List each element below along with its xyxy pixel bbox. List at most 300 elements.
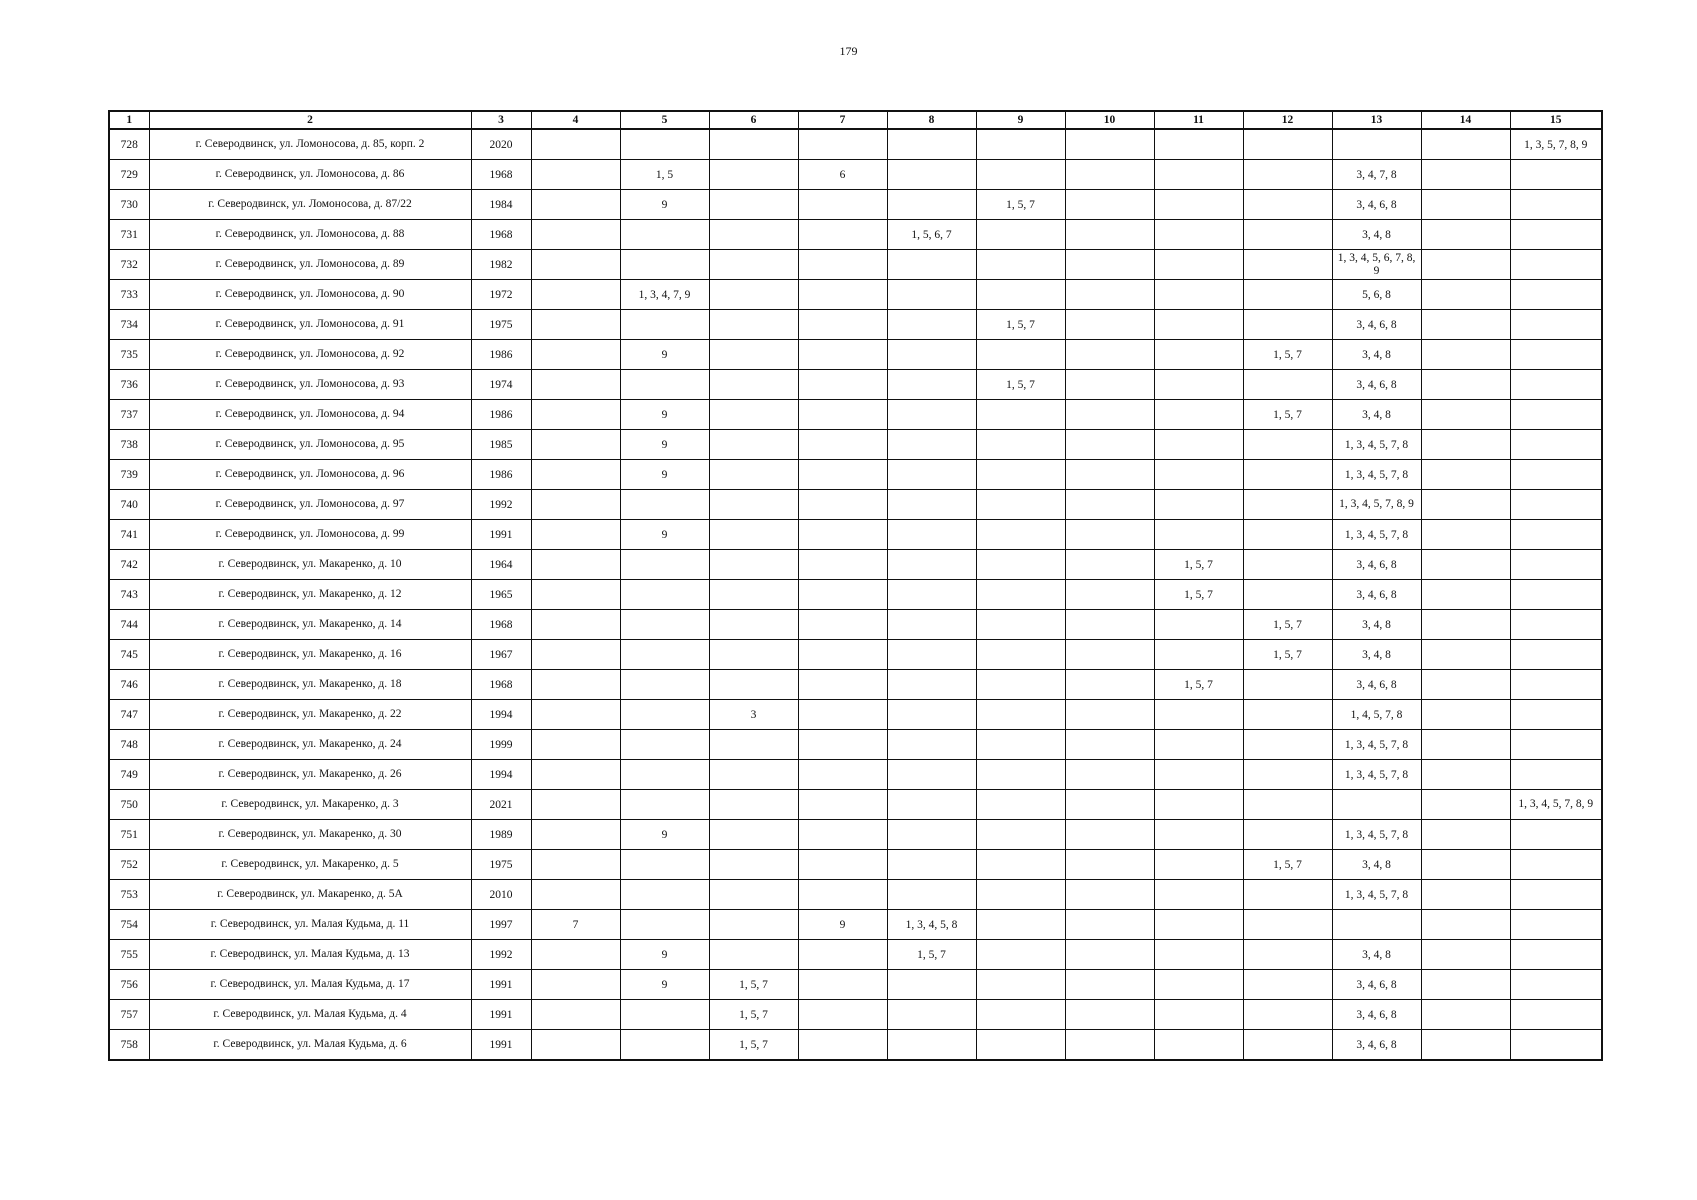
table-cell bbox=[1243, 790, 1332, 820]
table-cell bbox=[1510, 730, 1602, 760]
row-number-cell: 733 bbox=[109, 280, 149, 310]
table-cell bbox=[531, 250, 620, 280]
table-cell: 1, 5, 7 bbox=[709, 1000, 798, 1030]
address-cell: г. Северодвинск, ул. Ломоносова, д. 99 bbox=[149, 520, 471, 550]
table-cell bbox=[976, 1000, 1065, 1030]
table-cell: 3, 4, 8 bbox=[1332, 850, 1421, 880]
table-cell: 3, 4, 6, 8 bbox=[1332, 370, 1421, 400]
address-cell: г. Северодвинск, ул. Макаренко, д. 14 bbox=[149, 610, 471, 640]
table-cell bbox=[887, 280, 976, 310]
table-cell bbox=[1243, 490, 1332, 520]
table-cell bbox=[887, 129, 976, 160]
table-cell bbox=[709, 460, 798, 490]
table-cell bbox=[620, 790, 709, 820]
table-cell: 1, 5, 7 bbox=[887, 940, 976, 970]
table-cell bbox=[531, 430, 620, 460]
table-cell bbox=[1510, 430, 1602, 460]
table-cell bbox=[1243, 250, 1332, 280]
table-cell bbox=[1421, 790, 1510, 820]
row-number-cell: 739 bbox=[109, 460, 149, 490]
address-cell: г. Северодвинск, ул. Ломоносова, д. 97 bbox=[149, 490, 471, 520]
table-cell bbox=[620, 640, 709, 670]
table-cell bbox=[1243, 370, 1332, 400]
table-cell bbox=[1243, 550, 1332, 580]
table-cell bbox=[1421, 370, 1510, 400]
table-cell bbox=[1510, 820, 1602, 850]
year-cell: 1991 bbox=[471, 520, 531, 550]
table-cell bbox=[976, 940, 1065, 970]
table-cell bbox=[620, 370, 709, 400]
table-cell bbox=[1243, 1030, 1332, 1061]
table-cell bbox=[1421, 820, 1510, 850]
table-cell: 9 bbox=[620, 460, 709, 490]
table-cell bbox=[887, 430, 976, 460]
year-cell: 1986 bbox=[471, 460, 531, 490]
table-cell bbox=[1065, 610, 1154, 640]
table-cell bbox=[709, 370, 798, 400]
address-cell: г. Северодвинск, ул. Макаренко, д. 16 bbox=[149, 640, 471, 670]
year-cell: 1968 bbox=[471, 160, 531, 190]
address-cell: г. Северодвинск, ул. Малая Кудьма, д. 4 bbox=[149, 1000, 471, 1030]
year-cell: 1964 bbox=[471, 550, 531, 580]
table-cell: 1, 5, 6, 7 bbox=[887, 220, 976, 250]
table-cell bbox=[1243, 910, 1332, 940]
table-cell bbox=[709, 550, 798, 580]
row-number-cell: 731 bbox=[109, 220, 149, 250]
table-cell bbox=[798, 820, 887, 850]
table-cell bbox=[620, 129, 709, 160]
table-cell: 3, 4, 6, 8 bbox=[1332, 190, 1421, 220]
table-row bbox=[109, 190, 1602, 220]
table-row bbox=[109, 370, 1602, 400]
address-cell: г. Северодвинск, ул. Макаренко, д. 5 bbox=[149, 850, 471, 880]
table-cell bbox=[1065, 640, 1154, 670]
table-cell bbox=[1243, 220, 1332, 250]
table-cell: 9 bbox=[620, 190, 709, 220]
table-cell bbox=[1421, 970, 1510, 1000]
table-cell bbox=[1421, 910, 1510, 940]
table-cell bbox=[1154, 910, 1243, 940]
table-cell bbox=[1065, 310, 1154, 340]
table-cell bbox=[531, 760, 620, 790]
table-cell bbox=[798, 1000, 887, 1030]
table-row bbox=[109, 700, 1602, 730]
table-cell bbox=[1154, 880, 1243, 910]
table-cell bbox=[1421, 640, 1510, 670]
table-cell bbox=[1421, 730, 1510, 760]
table-cell bbox=[1154, 850, 1243, 880]
table-cell: 1, 3, 4, 7, 9 bbox=[620, 280, 709, 310]
year-cell: 1972 bbox=[471, 280, 531, 310]
address-cell: г. Северодвинск, ул. Макаренко, д. 3 bbox=[149, 790, 471, 820]
table-cell bbox=[976, 670, 1065, 700]
table-cell bbox=[620, 910, 709, 940]
table-row bbox=[109, 670, 1602, 700]
table-cell bbox=[1421, 160, 1510, 190]
table-cell bbox=[798, 430, 887, 460]
table-cell bbox=[620, 310, 709, 340]
table-row bbox=[109, 280, 1602, 310]
table-cell bbox=[1154, 160, 1243, 190]
column-header-15: 15 bbox=[1510, 111, 1602, 129]
table-cell bbox=[709, 190, 798, 220]
table-cell bbox=[976, 700, 1065, 730]
table-row bbox=[109, 820, 1602, 850]
table-cell bbox=[976, 610, 1065, 640]
address-cell: г. Северодвинск, ул. Ломоносова, д. 91 bbox=[149, 310, 471, 340]
table-cell bbox=[798, 550, 887, 580]
table-cell bbox=[1154, 820, 1243, 850]
table-cell bbox=[798, 760, 887, 790]
address-cell: г. Северодвинск, ул. Ломоносова, д. 90 bbox=[149, 280, 471, 310]
table-cell bbox=[1510, 220, 1602, 250]
table-cell bbox=[531, 129, 620, 160]
year-cell: 2020 bbox=[471, 129, 531, 160]
table-cell bbox=[887, 460, 976, 490]
table-cell bbox=[887, 250, 976, 280]
table-cell bbox=[1243, 190, 1332, 220]
address-cell: г. Северодвинск, ул. Ломоносова, д. 93 bbox=[149, 370, 471, 400]
year-cell: 1994 bbox=[471, 700, 531, 730]
table-cell bbox=[531, 220, 620, 250]
table-cell bbox=[1154, 340, 1243, 370]
table-cell bbox=[1065, 190, 1154, 220]
table-cell bbox=[1154, 640, 1243, 670]
table-cell: 3, 4, 6, 8 bbox=[1332, 310, 1421, 340]
table-cell bbox=[1065, 670, 1154, 700]
address-cell: г. Северодвинск, ул. Ломоносова, д. 89 bbox=[149, 250, 471, 280]
table-cell bbox=[620, 220, 709, 250]
column-header-3: 3 bbox=[471, 111, 531, 129]
address-cell: г. Северодвинск, ул. Макаренко, д. 30 bbox=[149, 820, 471, 850]
table-cell: 9 bbox=[620, 970, 709, 1000]
table-cell: 3, 4, 6, 8 bbox=[1332, 970, 1421, 1000]
table-cell bbox=[1421, 700, 1510, 730]
table-cell bbox=[798, 970, 887, 1000]
table-cell bbox=[709, 820, 798, 850]
table-cell bbox=[531, 310, 620, 340]
year-cell: 1991 bbox=[471, 1030, 531, 1061]
table-cell bbox=[1154, 940, 1243, 970]
table-cell: 1, 5, 7 bbox=[709, 1030, 798, 1061]
year-cell: 1968 bbox=[471, 670, 531, 700]
table-cell bbox=[1154, 400, 1243, 430]
table-cell bbox=[1065, 340, 1154, 370]
table-cell bbox=[531, 370, 620, 400]
table-cell bbox=[1154, 190, 1243, 220]
column-header-6: 6 bbox=[709, 111, 798, 129]
table-cell bbox=[1510, 760, 1602, 790]
table-cell bbox=[798, 700, 887, 730]
table-cell bbox=[1154, 790, 1243, 820]
table-row bbox=[109, 250, 1602, 280]
table-cell bbox=[976, 790, 1065, 820]
table-cell bbox=[1510, 670, 1602, 700]
table-cell bbox=[1065, 430, 1154, 460]
table-cell bbox=[798, 280, 887, 310]
table-cell bbox=[620, 610, 709, 640]
year-cell: 1975 bbox=[471, 310, 531, 340]
table-cell: 1, 5, 7 bbox=[976, 190, 1065, 220]
table-cell bbox=[1421, 1000, 1510, 1030]
table-cell: 6 bbox=[798, 160, 887, 190]
table-cell bbox=[1065, 460, 1154, 490]
table-cell bbox=[620, 670, 709, 700]
table-cell bbox=[976, 760, 1065, 790]
year-cell: 1985 bbox=[471, 430, 531, 460]
table-cell bbox=[531, 1000, 620, 1030]
table-cell bbox=[887, 520, 976, 550]
table-cell bbox=[709, 880, 798, 910]
table-cell bbox=[1065, 820, 1154, 850]
row-number-cell: 743 bbox=[109, 580, 149, 610]
table-cell bbox=[798, 730, 887, 760]
table-cell bbox=[1243, 1000, 1332, 1030]
table-cell bbox=[531, 790, 620, 820]
table-cell bbox=[887, 370, 976, 400]
year-cell: 1999 bbox=[471, 730, 531, 760]
table-cell bbox=[798, 490, 887, 520]
address-cell: г. Северодвинск, ул. Макаренко, д. 10 bbox=[149, 550, 471, 580]
table-cell bbox=[1154, 700, 1243, 730]
table-cell bbox=[709, 160, 798, 190]
table-cell bbox=[1421, 580, 1510, 610]
table-cell bbox=[1421, 250, 1510, 280]
year-cell: 1965 bbox=[471, 580, 531, 610]
table-row bbox=[109, 850, 1602, 880]
table-row bbox=[109, 340, 1602, 370]
table-cell bbox=[531, 640, 620, 670]
table-cell bbox=[1154, 460, 1243, 490]
table-cell: 1, 5, 7 bbox=[1243, 610, 1332, 640]
table-cell bbox=[709, 730, 798, 760]
table-cell bbox=[1065, 160, 1154, 190]
table-cell bbox=[1510, 940, 1602, 970]
table-cell: 1, 5, 7 bbox=[1243, 340, 1332, 370]
table-cell bbox=[976, 340, 1065, 370]
table-row bbox=[109, 400, 1602, 430]
table-cell bbox=[976, 640, 1065, 670]
table-cell: 5, 6, 8 bbox=[1332, 280, 1421, 310]
table-cell bbox=[976, 1030, 1065, 1061]
table-cell bbox=[531, 160, 620, 190]
address-cell: г. Северодвинск, ул. Макаренко, д. 12 bbox=[149, 580, 471, 610]
column-header-7: 7 bbox=[798, 111, 887, 129]
table-cell bbox=[1154, 520, 1243, 550]
table-cell bbox=[1154, 129, 1243, 160]
table-cell bbox=[798, 880, 887, 910]
table-cell bbox=[1243, 760, 1332, 790]
table-cell bbox=[1065, 790, 1154, 820]
table-cell bbox=[620, 250, 709, 280]
row-number-cell: 730 bbox=[109, 190, 149, 220]
address-cell: г. Северодвинск, ул. Ломоносова, д. 87/22 bbox=[149, 190, 471, 220]
table-cell bbox=[531, 490, 620, 520]
row-number-cell: 740 bbox=[109, 490, 149, 520]
address-cell: г. Северодвинск, ул. Ломоносова, д. 96 bbox=[149, 460, 471, 490]
table-cell bbox=[1065, 940, 1154, 970]
table-cell bbox=[1421, 460, 1510, 490]
row-number-cell: 752 bbox=[109, 850, 149, 880]
table-cell: 9 bbox=[620, 340, 709, 370]
year-cell: 2010 bbox=[471, 880, 531, 910]
row-number-cell: 732 bbox=[109, 250, 149, 280]
table-cell bbox=[1154, 730, 1243, 760]
table-cell bbox=[1154, 760, 1243, 790]
table-cell bbox=[1243, 730, 1332, 760]
table-row bbox=[109, 910, 1602, 940]
table-row bbox=[109, 460, 1602, 490]
table-cell: 3, 4, 6, 8 bbox=[1332, 1030, 1421, 1061]
row-number-cell: 735 bbox=[109, 340, 149, 370]
table-cell bbox=[1065, 129, 1154, 160]
table-cell bbox=[976, 250, 1065, 280]
table-cell bbox=[1065, 730, 1154, 760]
table-cell bbox=[531, 970, 620, 1000]
table-cell bbox=[1510, 970, 1602, 1000]
header-row bbox=[109, 111, 1602, 129]
table-cell bbox=[531, 580, 620, 610]
table-cell: 9 bbox=[620, 940, 709, 970]
table-cell bbox=[620, 1030, 709, 1061]
table-row bbox=[109, 220, 1602, 250]
table-row bbox=[109, 550, 1602, 580]
table-cell bbox=[1065, 550, 1154, 580]
table-cell bbox=[887, 490, 976, 520]
table-cell: 9 bbox=[620, 820, 709, 850]
table-cell bbox=[531, 820, 620, 850]
table-cell bbox=[1154, 970, 1243, 1000]
table-cell: 9 bbox=[620, 400, 709, 430]
column-header-8: 8 bbox=[887, 111, 976, 129]
table-cell bbox=[709, 850, 798, 880]
table-cell bbox=[709, 790, 798, 820]
table-cell bbox=[709, 640, 798, 670]
table-cell bbox=[1510, 1030, 1602, 1061]
table-cell bbox=[709, 580, 798, 610]
row-number-cell: 745 bbox=[109, 640, 149, 670]
table-cell bbox=[1510, 850, 1602, 880]
table-cell bbox=[798, 850, 887, 880]
table-row bbox=[109, 880, 1602, 910]
table-cell bbox=[976, 160, 1065, 190]
table-cell bbox=[620, 730, 709, 760]
table-cell bbox=[531, 880, 620, 910]
table-cell bbox=[1065, 220, 1154, 250]
table-cell bbox=[887, 1030, 976, 1061]
data-table bbox=[108, 110, 1603, 1061]
column-header-4: 4 bbox=[531, 111, 620, 129]
table-header bbox=[109, 111, 1602, 129]
row-number-cell: 737 bbox=[109, 400, 149, 430]
table-cell: 1, 3, 4, 5, 7, 8 bbox=[1332, 820, 1421, 850]
table-cell: 3, 4, 8 bbox=[1332, 220, 1421, 250]
table-cell bbox=[1421, 129, 1510, 160]
year-cell: 1986 bbox=[471, 400, 531, 430]
table-cell bbox=[1154, 280, 1243, 310]
table-row bbox=[109, 310, 1602, 340]
table-cell bbox=[887, 340, 976, 370]
table-row bbox=[109, 129, 1602, 160]
year-cell: 1991 bbox=[471, 1000, 531, 1030]
table-cell bbox=[798, 790, 887, 820]
table-cell bbox=[1243, 970, 1332, 1000]
table-cell bbox=[620, 490, 709, 520]
table-body bbox=[109, 129, 1602, 1060]
table-cell bbox=[531, 340, 620, 370]
address-cell: г. Северодвинск, ул. Ломоносова, д. 85, корп. 2 bbox=[149, 129, 471, 160]
table-cell: 1, 4, 5, 7, 8 bbox=[1332, 700, 1421, 730]
table-cell bbox=[709, 910, 798, 940]
table-cell bbox=[1065, 760, 1154, 790]
table-cell bbox=[1243, 280, 1332, 310]
column-header-11: 11 bbox=[1154, 111, 1243, 129]
table-cell: 1, 5, 7 bbox=[976, 370, 1065, 400]
table-row bbox=[109, 760, 1602, 790]
table-cell bbox=[976, 880, 1065, 910]
table-cell: 1, 5, 7 bbox=[1243, 400, 1332, 430]
table-row bbox=[109, 160, 1602, 190]
table-cell bbox=[620, 580, 709, 610]
table-cell bbox=[1510, 280, 1602, 310]
address-cell: г. Северодвинск, ул. Макаренко, д. 24 bbox=[149, 730, 471, 760]
table-cell bbox=[1154, 1030, 1243, 1061]
table-cell bbox=[1421, 850, 1510, 880]
year-cell: 1989 bbox=[471, 820, 531, 850]
table-cell bbox=[976, 970, 1065, 1000]
table-cell bbox=[1421, 940, 1510, 970]
table-cell bbox=[887, 610, 976, 640]
table-cell: 3 bbox=[709, 700, 798, 730]
table-cell bbox=[531, 460, 620, 490]
table-cell: 3, 4, 8 bbox=[1332, 940, 1421, 970]
table-cell: 1, 5, 7 bbox=[1154, 580, 1243, 610]
table-cell: 1, 3, 4, 5, 7, 8 bbox=[1332, 520, 1421, 550]
page-number: 179 bbox=[839, 44, 858, 58]
table-cell bbox=[620, 760, 709, 790]
table-cell bbox=[976, 520, 1065, 550]
table-cell bbox=[709, 940, 798, 970]
table-cell bbox=[1510, 520, 1602, 550]
table-cell bbox=[620, 700, 709, 730]
table-cell bbox=[1065, 970, 1154, 1000]
table-row bbox=[109, 940, 1602, 970]
row-number-cell: 744 bbox=[109, 610, 149, 640]
year-cell: 1986 bbox=[471, 340, 531, 370]
year-cell: 1997 bbox=[471, 910, 531, 940]
table-cell bbox=[1243, 700, 1332, 730]
table-cell bbox=[887, 730, 976, 760]
table-cell bbox=[798, 340, 887, 370]
table-cell bbox=[1065, 1030, 1154, 1061]
table-cell: 1, 3, 4, 5, 7, 8, 9 bbox=[1332, 490, 1421, 520]
table-cell: 3, 4, 6, 8 bbox=[1332, 670, 1421, 700]
address-cell: г. Северодвинск, ул. Ломоносова, д. 88 bbox=[149, 220, 471, 250]
year-cell: 1967 bbox=[471, 640, 531, 670]
table-cell bbox=[887, 880, 976, 910]
year-cell: 1975 bbox=[471, 850, 531, 880]
table-cell: 1, 3, 4, 5, 7, 8 bbox=[1332, 760, 1421, 790]
table-cell bbox=[709, 520, 798, 550]
table-cell bbox=[1065, 280, 1154, 310]
address-cell: г. Северодвинск, ул. Малая Кудьма, д. 11 bbox=[149, 910, 471, 940]
year-cell: 1974 bbox=[471, 370, 531, 400]
table-cell bbox=[1510, 580, 1602, 610]
table-cell bbox=[798, 460, 887, 490]
table-cell bbox=[798, 1030, 887, 1061]
table-cell bbox=[1421, 490, 1510, 520]
table-cell: 1, 3, 4, 5, 7, 8 bbox=[1332, 880, 1421, 910]
